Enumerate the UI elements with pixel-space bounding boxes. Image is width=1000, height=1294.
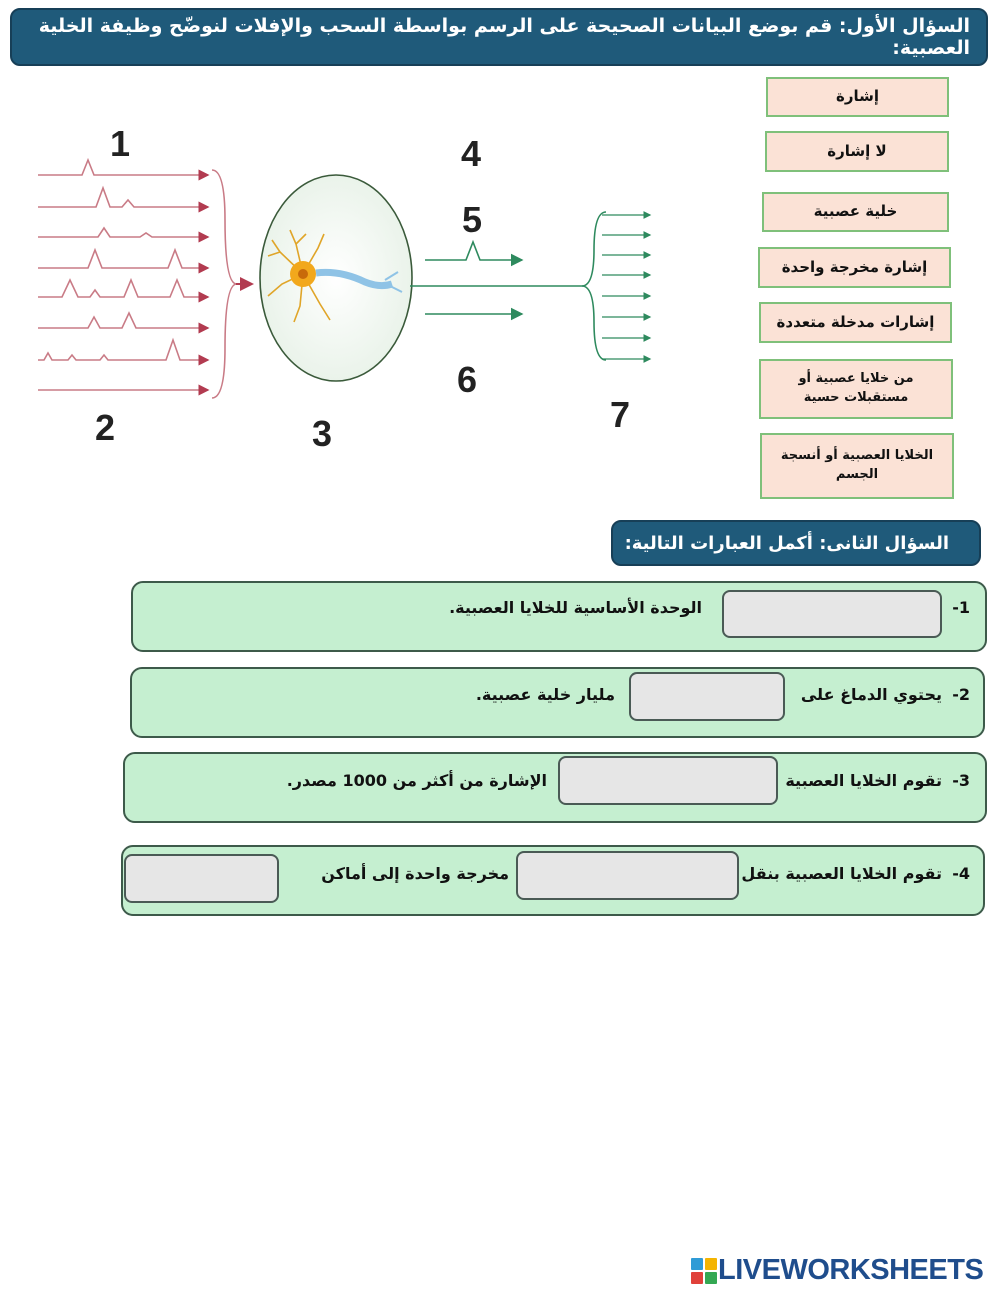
- diagram-number-2: 2: [95, 407, 116, 448]
- diagram-number-4: 4: [461, 133, 482, 174]
- statement-4-text-after: مخرجة واحدة إلى أماكن: [321, 864, 509, 883]
- liveworksheets-logo: [690, 1254, 983, 1287]
- live-logo-icon: [690, 1257, 718, 1285]
- question2-title: السؤال الثانى: أكمل العبارات التالية:: [611, 520, 981, 566]
- drag-label-no-signal[interactable]: لا إشارة: [765, 131, 949, 172]
- signal-arrow: [425, 242, 522, 260]
- statement-1-answer-slot[interactable]: [722, 590, 942, 638]
- statement-2-answer-slot[interactable]: [629, 672, 785, 721]
- input-brace: [212, 170, 236, 398]
- diagram-number-3: 3: [312, 413, 333, 454]
- drag-label-signal[interactable]: إشارة: [766, 77, 949, 117]
- diagram-number-5: 5: [462, 199, 483, 240]
- drag-label-to-neurons-or-tissues[interactable]: الخلايا العصبية أو أنسجة الجسم: [760, 433, 954, 499]
- drag-label-multiple-inputs[interactable]: إشارات مدخلة متعددة: [759, 302, 952, 343]
- drag-label-from-neurons-or-receptors[interactable]: من خلايا عصبية أو مستقبلات حسية: [759, 359, 953, 419]
- statement-1-text: الوحدة الأساسية للخلايا العصبية.: [449, 598, 702, 617]
- output-arrows: [602, 215, 650, 359]
- statement-2-text-after: مليار خلية عصبية.: [475, 685, 615, 704]
- diagram-number-7: 7: [610, 394, 631, 435]
- drag-label-single-output[interactable]: إشارة مخرجة واحدة: [758, 247, 951, 288]
- statement-3-number: 3-: [952, 771, 970, 790]
- statement-4-answer-slot-1[interactable]: [516, 851, 739, 900]
- input-signal-traces: [38, 160, 208, 390]
- statement-3-answer-slot[interactable]: [558, 756, 778, 805]
- statement-3-text-before: تقوم الخلايا العصبية: [785, 771, 942, 790]
- statement-2-number: 2-: [952, 685, 970, 704]
- neuron-function-diagram: [0, 70, 680, 470]
- statement-4-answer-slot-2[interactable]: [124, 854, 279, 903]
- statement-4-number: 4-: [952, 864, 970, 883]
- diagram-number-6: 6: [457, 359, 478, 400]
- statement-2-text-before: يحتوي الدماغ على: [800, 685, 942, 704]
- drag-label-nerve-cell[interactable]: خلية عصبية: [762, 192, 949, 232]
- statement-4-text-before: تقوم الخلايا العصبية بنقل: [741, 864, 942, 883]
- diagram-number-1: 1: [110, 123, 131, 164]
- statement-1-number: 1-: [952, 598, 970, 617]
- question1-title: السؤال الأول: قم بوضع البيانات الصحيحة على الرسم بواسطة السحب والإفلات لنوضّح وظيفة الخلية العصبية:: [10, 8, 988, 66]
- statement-3-text-after: الإشارة من أكثر من 1000 مصدر.: [286, 771, 547, 790]
- brand-name: LIVEWORKSHEETS: [718, 1254, 984, 1286]
